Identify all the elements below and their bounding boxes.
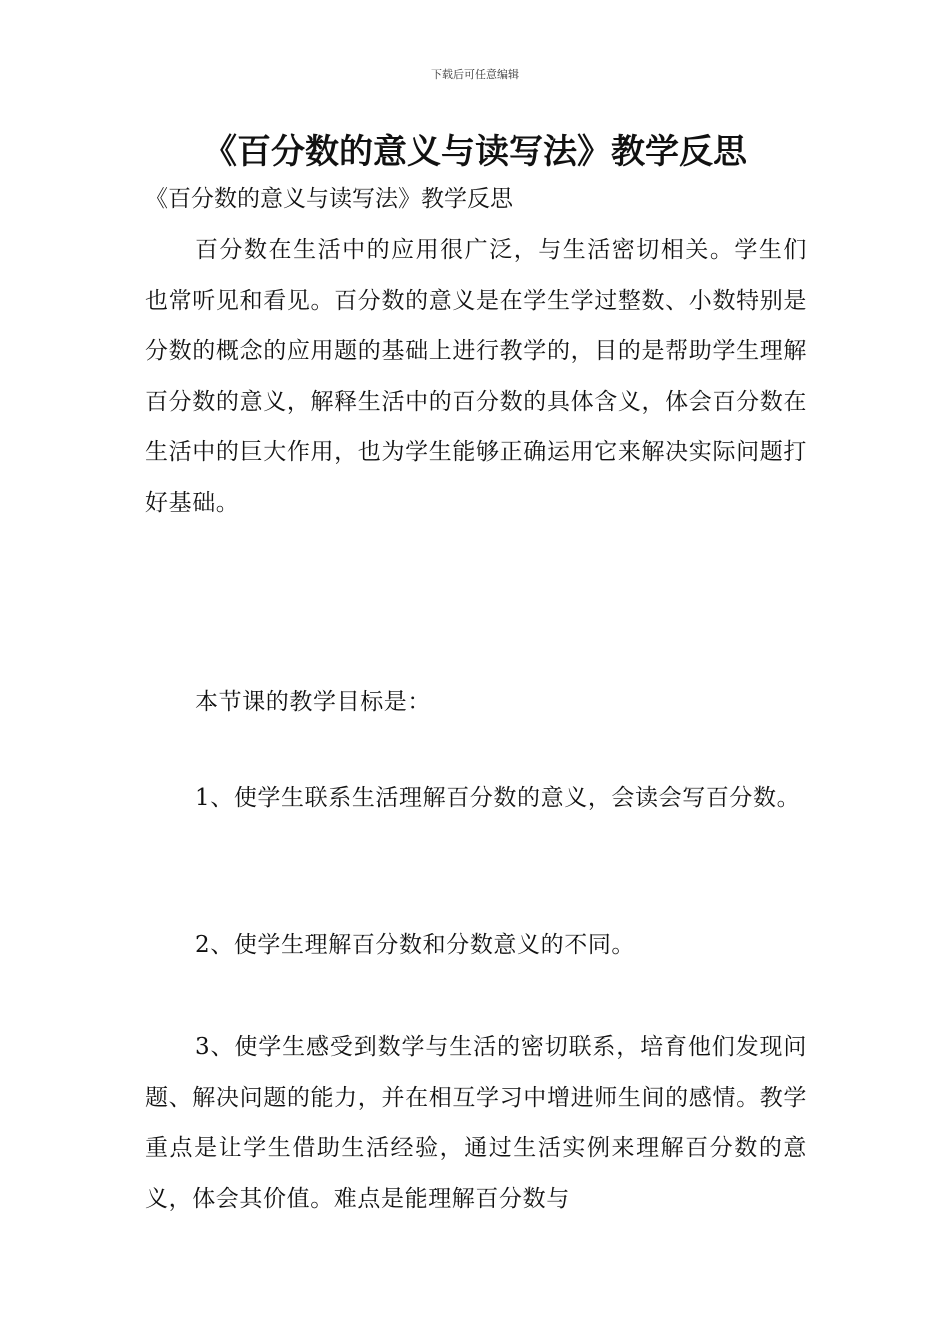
goals-heading: 本节课的教学目标是： [195,689,431,715]
goal-2-block [145,920,807,971]
document-subtitle: 《百分数的意义与读写法》教学反思 [145,186,513,212]
goal-3-paragraph: 3、使学生感受到数学与生活的密切联系，培育他们发现问题、解决问题的能力，并在相互学习中增进师生间的感情。教学重点是让学生借助生活经验，通过生活实例来理解百分数的意义，体会其价值。难点是能理解百分数与 [145,1034,807,1212]
goal-1-paragraph: 1、使学生联系生活理解百分数的意义，会读会写百分数。 [195,785,801,811]
intro-block [145,225,807,528]
goal-3-block [145,1022,807,1224]
header-note: 下载后可任意编辑 [431,68,519,81]
intro-paragraph: 百分数在生活中的应用很广泛，与生活密切相关。学生们也常听见和看见。百分数的意义是在学生学过整数、小数特别是分数的概念的应用题的基础上进行教学的，目的是帮助学生理解百分数的意义，解释生活中的百分数的具体含义，体会百分数在生活中的巨大作用，也为学生能够正确运用它来解决实际问题打好基础。 [145,237,807,516]
document-title: 《百分数的意义与读写法》教学反思 [203,132,747,172]
goal-1-block [145,773,807,824]
goals-heading-block [145,677,807,728]
goal-2-paragraph: 2、使学生理解百分数和分数意义的不同。 [195,932,636,958]
